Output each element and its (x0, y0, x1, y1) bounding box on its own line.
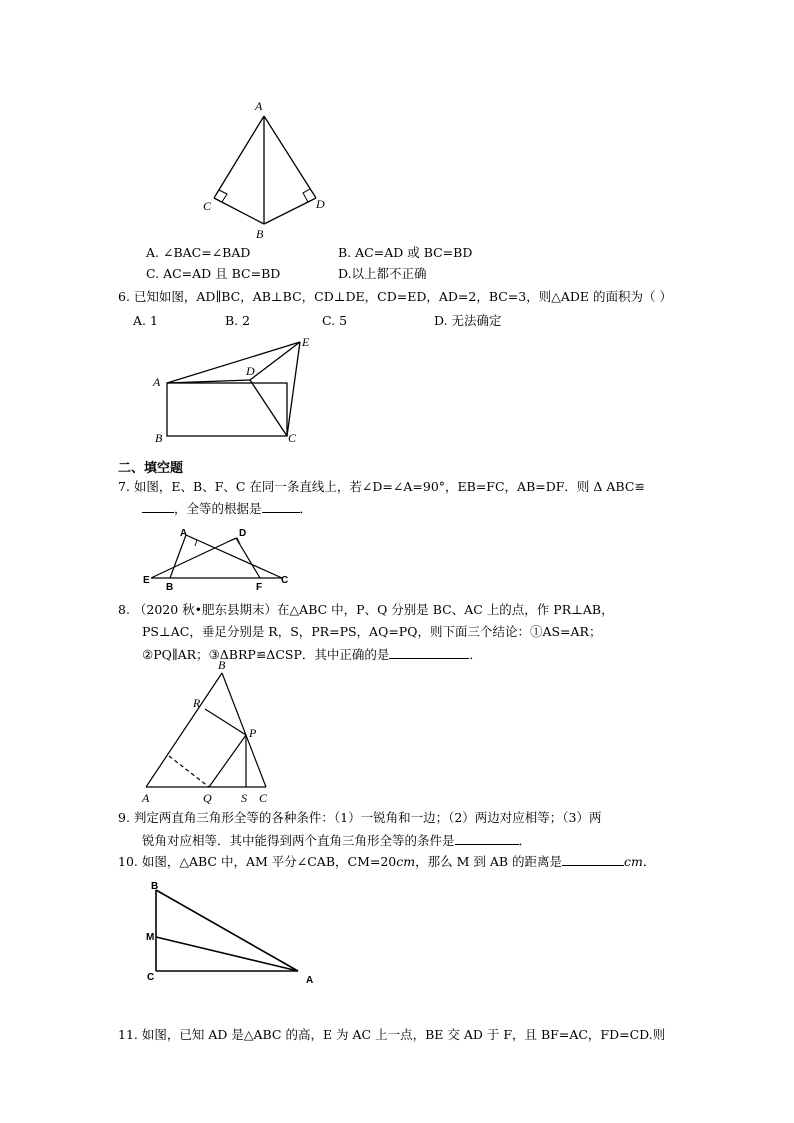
label-E: E (143, 575, 150, 586)
label-B: B (166, 582, 174, 593)
label-R: R (193, 696, 201, 710)
label-C: C (281, 575, 289, 586)
q5-option-a: A. ∠BAC=∠BAD (146, 245, 251, 260)
label-C: C (203, 199, 212, 213)
label-M: M (146, 932, 155, 943)
label-A: A (180, 528, 188, 539)
q6-option-b: B. 2 (225, 313, 251, 328)
label-P: P (249, 726, 257, 740)
label-D: D (246, 364, 255, 378)
label-D: D (239, 528, 247, 539)
label-C: C (288, 431, 297, 445)
q5-option-c: C. AC=AD 且 BC=BD (146, 266, 281, 281)
q11-line1: 11. 如图，已知 AD 是△ABC 的高，E 为 AC 上一点，BE 交 AD 于 F，且 BF=AC，FD=CD.则 (118, 1027, 666, 1042)
q6-question: 6. 已知如图，AD∥BC，AB⊥BC，CD⊥DE，CD=ED，AD=2，BC=3，则△ADE 的面积为（ ） (118, 289, 672, 304)
q6-option-d: D. 无法确定 (434, 313, 502, 328)
q9-line2: 锐角对应相等．其中能得到两个直角三角形全等的条件是 ． (142, 833, 532, 848)
q10-line: 10. 如图，△ABC 中，AM 平分∠CAB，CM=20cm，那么 M 到 AB 的距离是 cm． (118, 854, 656, 869)
q8-line3: ②PQ∥AR；③ΔBRP≌ΔCSP．其中正确的是 ． (142, 647, 482, 662)
q8-line1: 8. （2020 秋•肥东县期末）在△ABC 中，P、Q 分别是 BC、AC 上的点，作 PR⊥AB， (118, 602, 614, 617)
label-F: F (256, 582, 263, 593)
q8-line2: PS⊥AC，垂足分别是 R，S，PR=PS，AQ=PQ，则下面三个结论：①AS=AR； (142, 624, 602, 639)
label-A: A (153, 375, 161, 389)
label-A: A (306, 975, 314, 986)
label-B: B (256, 227, 264, 241)
label-S: S (241, 791, 247, 805)
label-C: C (147, 972, 155, 983)
q7-line1: 7. 如图，E、B、F、C 在同一条直线上，若∠D=∠A=90°，EB=FC，AB=DF．则 Δ ABC≌ (118, 479, 645, 494)
label-C: C (259, 791, 268, 805)
q9-line1: 9. 判定两直角三角形全等的各种条件：（1）一锐角和一边；（2）两边对应相等；（3）两 (118, 810, 602, 825)
label-A: A (255, 99, 263, 113)
label-B: B (155, 431, 163, 445)
label-D: D (316, 197, 325, 211)
label-Q: Q (203, 791, 212, 805)
label-B: B (218, 658, 226, 672)
q7-line2: ，全等的根据是 ． (142, 500, 312, 517)
section-title-fill-in: 二、填空题 (118, 461, 184, 476)
q5-option-d: D.以上都不正确 (338, 266, 427, 281)
label-B: B (151, 881, 159, 892)
q6-option-c: C. 5 (322, 313, 348, 328)
q6-option-a: A. 1 (133, 313, 158, 328)
q5-option-b: B. AC=AD 或 BC=BD (338, 245, 473, 260)
label-E: E (302, 335, 310, 349)
label-A: A (142, 791, 150, 805)
